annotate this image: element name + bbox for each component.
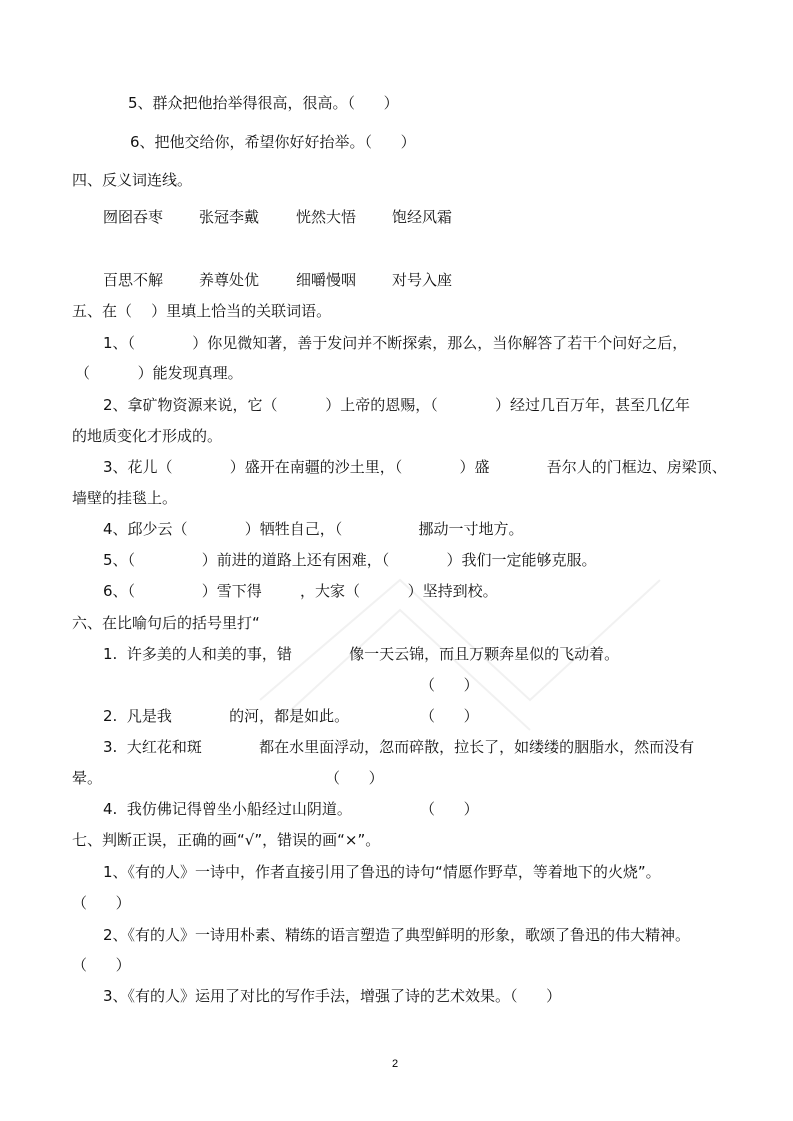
q5-item3-line2: 墙壁的挂毯上。	[72, 489, 178, 507]
q4-row1-word3: 恍然大悟	[296, 208, 357, 226]
q4-row2-word4: 对号入座	[392, 271, 453, 289]
q4-heading: 四、反义词连线。	[72, 171, 193, 189]
q7-item2-paren: （ ）	[72, 956, 131, 974]
q5-item1-line2: （ ）能发现真理。	[75, 364, 243, 382]
q7-heading: 七、判断正误，正确的画“√”，错误的画“×”。	[72, 831, 381, 849]
q6-item3-line1: 3. 大红花和斑 都在水里面浮动，忽而碎散，拉长了，如缕缕的胭脂水，然而没有	[103, 738, 695, 756]
q5-item2-line2: 的地质变化才形成的。	[72, 427, 223, 445]
q4-row2-word3: 细嚼慢咽	[296, 271, 357, 289]
q6-item2: 2. 凡是我 的河，都是如此。	[103, 707, 350, 725]
q3-item6: 6、把他交给你，希望你好好抬举。（ ）	[130, 133, 416, 151]
q5-item1-line1: 1、（ ）你见微知著，善于发问并不断探索，那么，当你解答了若干个问好之后，	[103, 334, 688, 352]
q5-item2-line1: 2、拿矿物资源来说，它（ ）上帝的恩赐，（ ）经过几百万年，甚至几亿年	[103, 396, 690, 414]
q4-row2-word2: 养尊处优	[199, 271, 260, 289]
q4-row1-word1: 囫囵吞枣	[103, 208, 164, 226]
q6-item4-paren: （ ）	[420, 800, 479, 818]
q5-heading: 五、在（ ）里填上恰当的关联词语。	[72, 302, 332, 320]
q6-item3-line2: 晕。	[72, 769, 103, 787]
q4-row1-word4: 饱经风霜	[392, 208, 453, 226]
q4-row1-word2: 张冠李戴	[199, 208, 260, 226]
q6-item3-paren: （ ）	[325, 769, 384, 787]
q5-item6: 6、（ ）雪下得 ，大家（ ）坚持到校。	[103, 582, 498, 600]
q6-item1: 1. 许多美的人和美的事，错 像一天云锦，而且万颗奔星似的飞动着。	[103, 645, 620, 663]
q3-item5: 5、群众把他抬举得很高，很高。（ ）	[128, 94, 399, 112]
q5-item5: 5、（ ）前进的道路上还有困难，（ ）我们一定能够克服。	[103, 551, 597, 569]
q7-item1: 1、《有的人》一诗中，作者直接引用了鲁迅的诗句“情愿作野草，等着地下的火烧”。	[103, 863, 661, 881]
q6-heading: 六、在比喻句后的括号里打“	[72, 614, 260, 632]
q5-item3-line1: 3、花儿（ ）盛开在南疆的沙土里，（ ）盛 吾尔人的门框边、房梁顶、	[103, 458, 727, 476]
q4-row2-word1: 百思不解	[103, 271, 164, 289]
q5-item4: 4、邱少云（ ）牺牲自己，（ 挪动一寸地方。	[103, 520, 524, 538]
q7-item2: 2、《有的人》一诗用朴素、精练的语言塑造了典型鲜明的形象，歌颂了鲁迅的伟大精神。	[103, 926, 691, 944]
page-number: 2	[392, 1058, 399, 1070]
q6-item2-paren: （ ）	[420, 707, 479, 725]
q6-item1-paren: （ ）	[420, 676, 479, 694]
q7-item3: 3、《有的人》运用了对比的写作手法，增强了诗的艺术效果。（ ）	[103, 987, 562, 1005]
q6-item4: 4. 我仿佛记得曾坐小船经过山阴道。	[103, 800, 352, 818]
q7-item1-paren: （ ）	[72, 894, 131, 912]
